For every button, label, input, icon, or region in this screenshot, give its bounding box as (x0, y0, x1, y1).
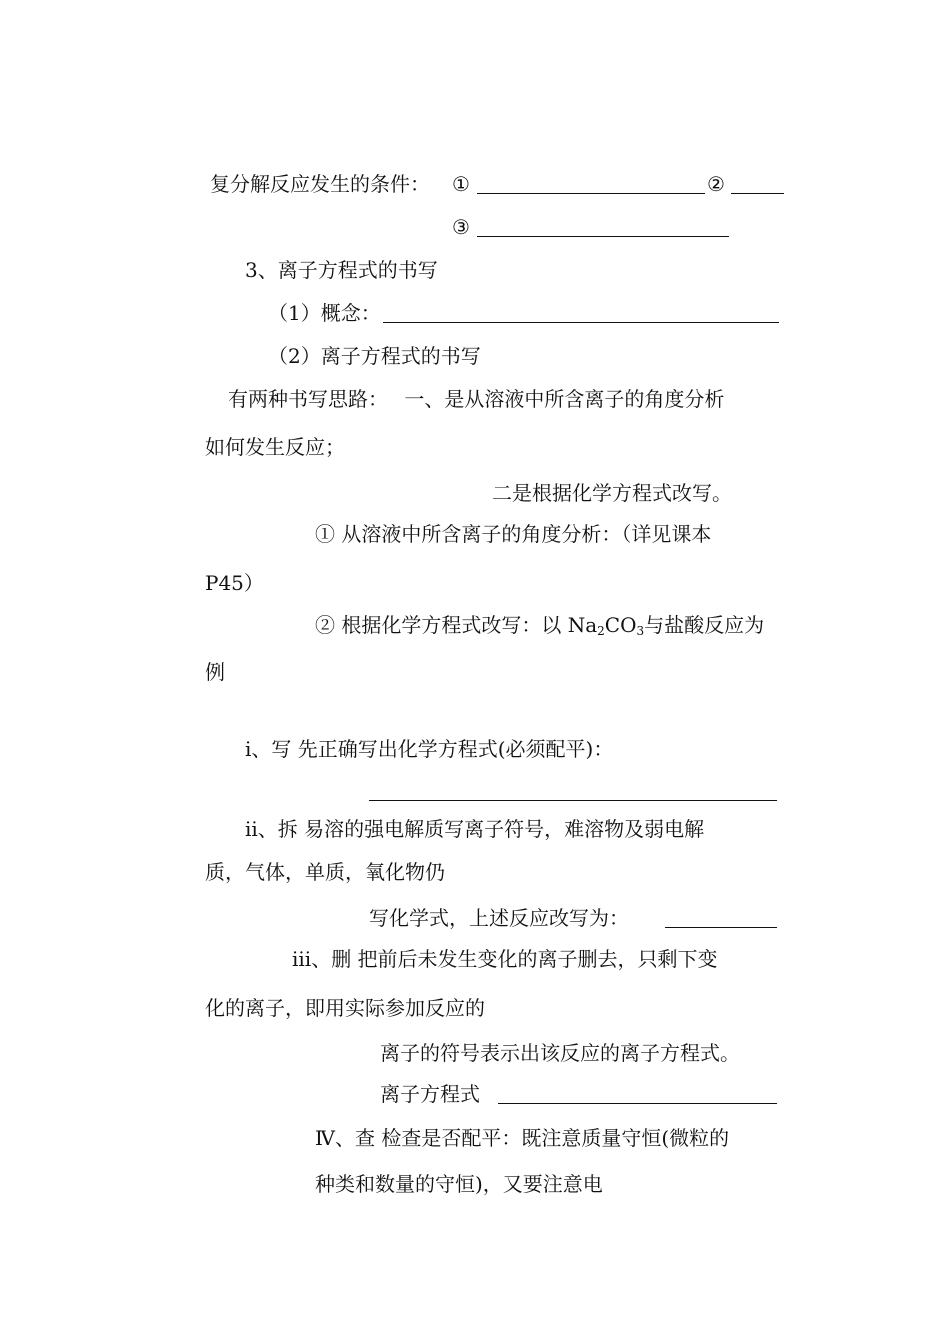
method-2-line-1 (315, 611, 764, 639)
step-3-line-3: 离子的符号表示出该反应的离子方程式。 (380, 1041, 740, 1065)
step-2-line-3: 写化学式，上述反应改写为： (369, 906, 629, 930)
method-1-line-2: P45） (205, 571, 264, 595)
step-3-blank (498, 1103, 777, 1104)
approaches-line-2: 二是根据化学方程式改写。 (492, 481, 732, 505)
section-3-title: 3、离子方程式的书写 (245, 258, 438, 282)
step-4-line-2: 种类和数量的守恒)，又要注意电 (315, 1172, 603, 1196)
method-2-line-2: 例 (205, 660, 225, 684)
condition-blank-2 (731, 193, 784, 194)
method-2-co: CO (604, 613, 637, 637)
method-2-sub-2: 2 (597, 624, 605, 638)
conditions-label: 复分解反应发生的条件： (210, 172, 430, 196)
method-2-suffix: 与盐酸反应为 (644, 613, 765, 637)
approaches-line-1b: 如何发生反应； (205, 435, 345, 459)
concept-blank (383, 322, 779, 323)
method-2-sub-3: 3 (636, 624, 645, 638)
step-3-line-2: 化的离子，即用实际参加反应的 (205, 996, 485, 1020)
condition-blank-1 (477, 193, 705, 194)
step-2-line-2: 质，气体，单质，氧化物仍 (205, 860, 445, 884)
step-4-line-1: Ⅳ、查 检查是否配平：既注意质量守恒(微粒的 (315, 1126, 730, 1150)
writing-title: （2）离子方程式的书写 (268, 344, 481, 368)
condition-blank-3 (477, 236, 729, 237)
method-1-line-1: ① 从溶液中所含离子的角度分析：（详见课本 (315, 522, 712, 546)
step-3-line-1: iii、删 把前后未发生变化的离子删去，只剩下变 (292, 947, 718, 971)
condition-marker-2: ② (707, 172, 725, 196)
method-2-prefix: ② 根据化学方程式改写：以 Na (315, 613, 598, 637)
step-3-line-4: 离子方程式 (380, 1082, 480, 1106)
step-2-blank (665, 927, 777, 928)
condition-marker-1: ① (452, 172, 470, 196)
step-1-blank (369, 800, 777, 801)
condition-marker-3: ③ (452, 215, 470, 239)
concept-label: （1）概念： (268, 301, 381, 325)
step-1-text: i、写 先正确写出化学方程式(必须配平)： (245, 737, 614, 761)
approaches-line-1: 有两种书写思路： 一、是从溶液中所含离子的角度分析 (228, 387, 725, 411)
step-2-line-1: ii、拆 易溶的强电解质写离子符号，难溶物及弱电解 (245, 817, 705, 841)
